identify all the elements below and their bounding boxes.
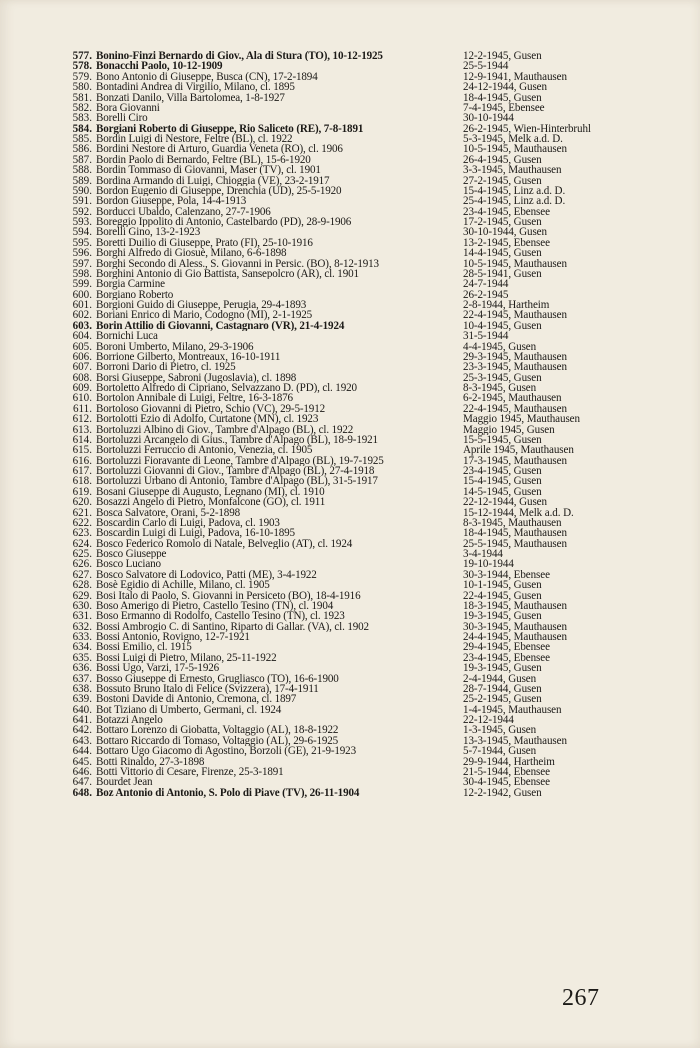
entry-death-date-place: 22-12-1944 xyxy=(463,715,514,726)
entry-person: Borroni Dario di Pietro, cl. 1925 xyxy=(96,362,236,373)
entry-person: Boscardin Luigi di Luigi, Padova, 16-10-1895 xyxy=(96,528,295,539)
list-entry xyxy=(64,269,700,279)
entry-person: Bortoluzzi Urbano di Antonio, Tambre d'Alpago (BL), 31-5-1917 xyxy=(96,476,378,487)
entry-death-date-place: 18-4-1945, Mauthausen xyxy=(463,528,567,539)
list-entry xyxy=(64,456,700,466)
entry-death-date-place: 12-9-1941, Mauthausen xyxy=(463,71,567,83)
entry-person: Bottaro Lorenzo di Giobatta, Voltaggio (AL), 18-8-1922 xyxy=(96,725,339,736)
list-entry xyxy=(64,425,700,435)
entry-number: 627. xyxy=(72,568,92,581)
entry-death-date-place: 15-4-1945, Gusen xyxy=(463,476,542,487)
list-entry xyxy=(64,736,700,746)
list-entry xyxy=(64,165,700,175)
entry-number: 577. xyxy=(72,50,92,62)
list-entry xyxy=(64,559,700,569)
entry-person: Bortoluzzi Giovanni di Giov., Tambre d'Alpago (BL), 27-4-1918 xyxy=(96,466,375,477)
entry-number: 592. xyxy=(72,205,92,218)
entry-person: Borgia Carmine xyxy=(96,279,165,290)
entry-death-date-place: 30-10-1944 xyxy=(463,113,514,124)
entry-death-date-place: 30-4-1945, Ebensee xyxy=(463,777,550,788)
list-entry xyxy=(64,435,700,445)
entry-death-date-place: 25-3-1945, Gusen xyxy=(463,372,542,383)
entry-person: Bossi Emilio, cl. 1915 xyxy=(96,642,192,653)
list-entry xyxy=(64,72,700,82)
entry-person: Bottaro Ugo Giacomo di Agostino, Borzoli (GE), 21-9-1923 xyxy=(96,746,356,757)
list-entry xyxy=(64,528,700,538)
entry-person: Bourdet Jean xyxy=(96,777,153,788)
entry-person: Bosco Luciano xyxy=(96,559,161,570)
entry-death-date-place: 24-7-1944 xyxy=(463,279,509,290)
entry-person: Bortoluzzi Fioravante di Leone, Tambre d'Alpago (BL), 19-7-1925 xyxy=(96,455,384,466)
entry-person: Bosco Federico Romolo di Natale, Belveglio (AT), cl. 1924 xyxy=(96,538,353,549)
entry-person: Bordina Armando di Luigi, Chioggia (VE), 23-2-1917 xyxy=(96,175,330,186)
entry-death-date-place: 28-5-1941, Gusen xyxy=(463,268,542,280)
entry-number: 631. xyxy=(72,610,92,623)
entry-death-date-place: 3-4-1944 xyxy=(463,549,503,560)
entry-death-date-place: 29-4-1945, Ebensee xyxy=(463,642,550,653)
entry-person: Bordin Tommaso di Giovanni, Maser (TV), cl. 1901 xyxy=(96,165,321,176)
entry-death-date-place: 15-4-1945, Linz a.d. D. xyxy=(463,185,566,197)
entry-number: 603. xyxy=(72,319,92,332)
list-entry xyxy=(64,362,700,372)
entry-death-date-place: Aprile 1945, Mauthausen xyxy=(463,445,574,456)
list-entry xyxy=(64,300,700,310)
entry-number: 643. xyxy=(72,734,92,747)
entry-person: Bossi Antonio, Rovigno, 12-7-1921 xyxy=(96,632,250,643)
entry-number: 579. xyxy=(72,70,92,83)
entry-number: 581. xyxy=(72,91,92,104)
entry-person: Boriani Enrico di Mario, Codogno (MI), 2-1-1925 xyxy=(96,310,313,321)
entry-number: 596. xyxy=(72,247,92,260)
entry-number: 647. xyxy=(72,776,92,789)
entry-death-date-place: 22-12-1944, Gusen xyxy=(463,497,547,508)
list-entry xyxy=(64,611,700,621)
list-entry xyxy=(64,207,700,217)
entry-number: 628. xyxy=(72,579,92,592)
entry-death-date-place: 22-4-1945, Mauthausen xyxy=(463,403,567,415)
page-number: 267 xyxy=(562,985,600,1011)
entry-number: 641. xyxy=(72,714,92,726)
entry-number: 602. xyxy=(72,309,92,322)
entry-number: 618. xyxy=(72,475,92,488)
list-entry xyxy=(64,632,700,642)
entry-number: 614. xyxy=(72,433,92,446)
entry-death-date-place: 17-3-1945, Mauthausen xyxy=(463,455,567,466)
entry-number: 634. xyxy=(72,641,92,654)
entry-person: Boscardin Carlo di Luigi, Padova, cl. 1903 xyxy=(96,517,280,529)
list-entry xyxy=(64,248,700,258)
entry-death-date-place: 10-5-1945, Mauthausen xyxy=(463,258,567,269)
list-entry xyxy=(64,414,700,424)
entry-number: 632. xyxy=(72,620,92,633)
entry-person: Bono Antonio di Giuseppe, Busca (CN), 17-2-1894 xyxy=(96,71,318,83)
entry-death-date-place: 8-3-1945, Mauthausen xyxy=(463,517,562,529)
list-entry xyxy=(64,777,700,787)
entry-number: 591. xyxy=(72,195,92,208)
entry-person: Bosco Giuseppe xyxy=(96,549,167,560)
entry-death-date-place: 5-7-1944, Gusen xyxy=(463,746,537,757)
entry-number: 626. xyxy=(72,558,92,571)
entry-number: 594. xyxy=(72,226,92,239)
entry-number: 589. xyxy=(72,174,92,187)
entry-person: Bordon Eugenio di Giuseppe, Drenchia (UD), 25-5-1920 xyxy=(96,185,342,197)
entry-number: 587. xyxy=(72,153,92,166)
list-entry xyxy=(64,653,700,663)
entry-number: 611. xyxy=(72,402,92,415)
entry-person: Bossi Ambrogio C. di Santino, Riparto di Gallar. (VA), cl. 1902 xyxy=(96,621,369,632)
list-entry xyxy=(64,310,700,320)
entry-death-date-place: 31-5-1944 xyxy=(463,331,509,342)
entry-death-date-place: 14-5-1945, Gusen xyxy=(463,486,542,498)
list-entry xyxy=(64,642,700,652)
entry-person: Botti Vittorio di Cesare, Firenze, 25-3-1891 xyxy=(96,766,284,778)
entry-number: 636. xyxy=(72,662,92,675)
entry-death-date-place: 5-3-1945, Melk a.d. D. xyxy=(463,134,563,145)
list-entry xyxy=(64,746,700,756)
list-entry xyxy=(64,487,700,497)
entry-person: Bossi Luigi di Pietro, Milano, 25-11-1922 xyxy=(96,652,277,664)
entry-person: Boso Ermanno di Rodolfo, Castello Tesino (TN), cl. 1923 xyxy=(96,611,345,622)
entry-death-date-place: 30-10-1944, Gusen xyxy=(463,227,547,238)
entry-person: Borelli Ciro xyxy=(96,113,148,124)
list-entry xyxy=(64,113,700,123)
list-entry xyxy=(64,124,700,134)
entry-death-date-place: 25-2-1945, Gusen xyxy=(463,694,542,705)
entry-person: Borelli Gino, 13-2-1923 xyxy=(96,227,201,238)
entry-person: Bosani Giuseppe di Augusto, Legnano (MI), cl. 1910 xyxy=(96,486,325,498)
list-entry xyxy=(64,684,700,694)
entry-person: Bortoluzzi Albino di Giov., Tambre d'Alpago (BL), cl. 1922 xyxy=(96,424,354,435)
entry-number: 635. xyxy=(72,651,92,664)
entry-number: 645. xyxy=(72,755,92,768)
entry-number: 605. xyxy=(72,340,92,353)
entry-person: Boso Amerigo di Pietro, Castello Tesino (TN), cl. 1904 xyxy=(96,600,334,612)
entry-death-date-place: 12-2-1942, Gusen xyxy=(463,787,542,798)
entry-death-date-place: 23-4-1945, Ebensee xyxy=(463,206,550,217)
entry-number: 630. xyxy=(72,599,92,612)
entry-death-date-place: 25-5-1944 xyxy=(463,61,509,72)
entry-number: 640. xyxy=(72,703,92,716)
entry-person: Bortolotti Ezio di Adolfo, Curtatone (MN), cl. 1923 xyxy=(96,414,319,425)
entry-number: 610. xyxy=(72,392,92,405)
list-entry xyxy=(64,663,700,673)
entry-death-date-place: 13-2-1945, Ebensee xyxy=(463,237,550,249)
entry-person: Bosazzi Angelo di Pietro, Monfalcone (GO), cl. 1911 xyxy=(96,497,326,508)
entry-number: 616. xyxy=(72,454,92,467)
entry-number: 593. xyxy=(72,216,92,228)
entry-death-date-place: 18-3-1945, Mauthausen xyxy=(463,600,567,612)
list-entry xyxy=(64,539,700,549)
entry-number: 639. xyxy=(72,693,92,706)
entry-person: Bonino-Finzi Bernardo di Giov., Ala di Stura (TO), 10-12-1925 xyxy=(96,51,383,62)
list-entry xyxy=(64,705,700,715)
entry-number: 582. xyxy=(72,101,92,114)
entry-number: 617. xyxy=(72,465,92,477)
entry-person: Borsi Giuseppe, Sabroni (Jugoslavia), cl. 1898 xyxy=(96,372,297,383)
entry-person: Boroni Umberto, Milano, 29-3-1906 xyxy=(96,341,254,352)
entry-person: Bostoni Davide di Antonio, Cremona, cl. 1897 xyxy=(96,694,297,705)
list-entry xyxy=(64,93,700,103)
entry-person: Bosco Salvatore di Lodovico, Patti (ME), 3-4-1922 xyxy=(96,569,317,581)
entry-person: Bortoluzzi Arcangelo di Gius., Tambre d'Alpago (BL), 18-9-1921 xyxy=(96,434,378,446)
list-entry xyxy=(64,383,700,393)
entry-death-date-place: 24-4-1945, Mauthausen xyxy=(463,632,567,643)
entry-number: 622. xyxy=(72,516,92,529)
entry-death-date-place: 12-2-1945, Gusen xyxy=(463,51,542,62)
list-entry xyxy=(64,674,700,684)
list-entry xyxy=(64,186,700,196)
list-entry xyxy=(64,342,700,352)
list-entry xyxy=(64,601,700,611)
entry-person: Borgioni Guido di Giuseppe, Perugia, 29-4-1893 xyxy=(96,300,307,311)
entry-death-date-place: 30-3-1944, Ebensee xyxy=(463,569,550,581)
entry-death-date-place: 2-4-1944, Gusen xyxy=(463,673,537,684)
entry-death-date-place: 26-4-1945, Gusen xyxy=(463,154,542,166)
list-entry xyxy=(64,331,700,341)
entry-person: Borgiani Roberto di Giuseppe, Rio Saliceto (RE), 7-8-1891 xyxy=(96,123,364,134)
entry-death-date-place: 30-3-1945, Mauthausen xyxy=(463,621,567,632)
entry-person: Bordin Luigi di Nestore, Feltre (BL), cl. 1922 xyxy=(96,134,293,145)
entry-number: 646. xyxy=(72,765,92,778)
entry-death-date-place: 7-4-1945, Ebensee xyxy=(463,102,545,114)
list-entry xyxy=(64,508,700,518)
entry-number: 608. xyxy=(72,371,92,384)
list-entry xyxy=(64,767,700,777)
list-entry xyxy=(64,155,700,165)
entry-death-date-place: 15-5-1945, Gusen xyxy=(463,434,542,446)
entry-person: Bossi Ugo, Varzi, 17-5-1926 xyxy=(96,663,220,674)
entry-number: 629. xyxy=(72,589,92,602)
entry-number: 598. xyxy=(72,267,92,280)
entry-number: 595. xyxy=(72,236,92,249)
entry-death-date-place: 10-4-1945, Gusen xyxy=(463,320,542,332)
entry-death-date-place: 22-4-1945, Gusen xyxy=(463,590,542,601)
entry-person: Bot Tiziano di Umberto, Germani, cl. 1924 xyxy=(96,704,282,715)
list-entry xyxy=(64,757,700,767)
entry-person: Borghi Alfredo di Giosuè, Milano, 6-6-1898 xyxy=(96,248,287,259)
entry-number: 642. xyxy=(72,724,92,737)
entry-number: 588. xyxy=(72,164,92,177)
entry-person: Boz Antonio di Antonio, S. Polo di Piave (TV), 26-11-1904 xyxy=(96,787,360,798)
entry-person: Bontadini Andrea di Virgilio, Milano, cl. 1895 xyxy=(96,82,295,93)
entry-number: 604. xyxy=(72,330,92,343)
entry-number: 619. xyxy=(72,485,92,498)
entry-death-date-place: 29-9-1944, Hartheim xyxy=(463,756,555,767)
entry-number: 638. xyxy=(72,682,92,695)
entry-death-date-place: 25-5-1945, Mauthausen xyxy=(463,538,567,549)
entry-death-date-place: 28-7-1944, Gusen xyxy=(463,683,542,695)
entry-number: 585. xyxy=(72,133,92,145)
entry-death-date-place: 23-4-1945, Ebensee xyxy=(463,652,550,664)
entry-death-date-place: 17-2-1945, Gusen xyxy=(463,217,542,228)
entry-number: 586. xyxy=(72,143,92,156)
entry-death-date-place: 27-2-1945, Gusen xyxy=(463,175,542,186)
list-entry xyxy=(64,279,700,289)
list-entry xyxy=(64,238,700,248)
entry-person: Bordini Nestore di Arturo, Guardia Veneta (RO), cl. 1906 xyxy=(96,144,343,155)
entry-person: Boreggio Ippolito di Antonio, Castelbardo (PD), 28-9-1906 xyxy=(96,217,352,228)
deportee-list xyxy=(64,51,700,798)
entry-person: Boretti Duilio di Giuseppe, Prato (FI), 25-10-1916 xyxy=(96,237,313,249)
entry-number: 612. xyxy=(72,413,92,426)
entry-death-date-place: 21-5-1944, Ebensee xyxy=(463,766,550,778)
entry-death-date-place: 3-3-1945, Mauthausen xyxy=(463,165,562,176)
entry-death-date-place: 13-3-1945, Mauthausen xyxy=(463,735,567,747)
entry-person: Bortoletto Alfredo di Cipriano, Selvazzano D. (PD), cl. 1920 xyxy=(96,383,357,394)
entry-number: 580. xyxy=(72,81,92,94)
entry-number: 607. xyxy=(72,361,92,374)
list-entry xyxy=(64,227,700,237)
entry-number: 590. xyxy=(72,184,92,197)
list-entry xyxy=(64,196,700,206)
entry-number: 613. xyxy=(72,423,92,436)
entry-number: 609. xyxy=(72,382,92,394)
entry-number: 620. xyxy=(72,496,92,509)
list-entry xyxy=(64,51,700,61)
list-entry xyxy=(64,393,700,403)
list-entry xyxy=(64,61,700,71)
entry-person: Borghi Secondo di Aless., S. Giovanni in Persic. (BO), 8-12-1913 xyxy=(96,258,379,269)
list-entry xyxy=(64,580,700,590)
entry-number: 624. xyxy=(72,537,92,550)
entry-person: Bornichi Luca xyxy=(96,331,158,342)
list-entry xyxy=(64,466,700,476)
entry-number: 644. xyxy=(72,745,92,758)
entry-death-date-place: 26-2-1945 xyxy=(463,289,509,300)
list-entry xyxy=(64,715,700,725)
entry-person: Borducci Ubaldo, Calenzano, 27-7-1906 xyxy=(96,206,271,217)
list-entry xyxy=(64,404,700,414)
entry-person: Borin Attilio di Giovanni, Castagnaro (VR), 21-4-1924 xyxy=(96,320,345,332)
entry-death-date-place: 24-12-1944, Gusen xyxy=(463,82,547,93)
list-entry xyxy=(64,622,700,632)
entry-death-date-place: 19-3-1945, Gusen xyxy=(463,663,542,674)
entry-death-date-place: 8-3-1945, Gusen xyxy=(463,383,537,394)
entry-number: 648. xyxy=(72,786,92,799)
entry-number: 606. xyxy=(72,350,92,363)
list-entry xyxy=(64,103,700,113)
entry-person: Bortolon Annibale di Luigi, Feltre, 16-3-1876 xyxy=(96,393,293,404)
entry-number: 633. xyxy=(72,631,92,643)
entry-death-date-place: 10-5-1945, Mauthausen xyxy=(463,144,567,155)
entry-person: Bordin Paolo di Bernardo, Feltre (BL), 15-6-1920 xyxy=(96,154,311,166)
list-entry xyxy=(64,82,700,92)
entry-death-date-place: 23-3-1945, Mauthausen xyxy=(463,362,567,373)
entry-death-date-place: 6-2-1945, Mauthausen xyxy=(463,393,562,404)
entry-number: 599. xyxy=(72,278,92,291)
entry-number: 600. xyxy=(72,288,92,301)
list-entry xyxy=(64,176,700,186)
entry-number: 621. xyxy=(72,506,92,519)
entry-number: 623. xyxy=(72,527,92,540)
entry-person: Borgiano Roberto xyxy=(96,289,174,300)
list-entry xyxy=(64,518,700,528)
list-entry xyxy=(64,725,700,735)
entry-person: Bosi Italo di Paolo, S. Giovanni in Persiceto (BO), 18-4-1916 xyxy=(96,590,361,601)
entry-number: 597. xyxy=(72,257,92,270)
entry-number: 584. xyxy=(72,122,92,135)
entry-person: Bosso Giuseppe di Ernesto, Grugliasco (TO), 16-6-1900 xyxy=(96,673,339,684)
entry-person: Bonacchi Paolo, 10-12-1909 xyxy=(96,61,223,72)
list-entry xyxy=(64,497,700,507)
list-entry xyxy=(64,591,700,601)
list-entry xyxy=(64,373,700,383)
entry-person: Bora Giovanni xyxy=(96,102,160,114)
list-entry xyxy=(64,144,700,154)
entry-person: Botti Rinaldo, 27-3-1898 xyxy=(96,756,205,767)
entry-death-date-place: 1-3-1945, Gusen xyxy=(463,725,537,736)
entry-death-date-place: 15-12-1944, Melk a.d. D. xyxy=(463,507,574,518)
entry-death-date-place: 25-4-1945, Linz a.d. D. xyxy=(463,196,566,207)
entry-number: 615. xyxy=(72,444,92,457)
entry-number: 625. xyxy=(72,548,92,560)
entry-number: 578. xyxy=(72,60,92,73)
entry-person: Bordon Giuseppe, Pola, 14-4-1913 xyxy=(96,196,247,207)
entry-person: Bortoloso Giovanni di Pietro, Schio (VC), 29-5-1912 xyxy=(96,403,326,415)
entry-death-date-place: 1-4-1945, Mauthausen xyxy=(463,704,562,715)
entry-person: Bosca Salvatore, Orani, 5-2-1898 xyxy=(96,507,241,518)
list-entry xyxy=(64,694,700,704)
list-entry xyxy=(64,259,700,269)
list-entry xyxy=(64,290,700,300)
entry-death-date-place: 4-4-1945, Gusen xyxy=(463,341,537,352)
entry-person: Bosè Egidio di Achille, Milano, cl. 1905 xyxy=(96,580,270,591)
list-entry xyxy=(64,549,700,559)
entry-death-date-place: Maggio 1945, Mauthausen xyxy=(463,414,580,425)
entry-death-date-place: 2-8-1944, Hartheim xyxy=(463,300,550,311)
list-entry xyxy=(64,445,700,455)
entry-person: Bottaro Riccardo di Tomaso, Voltaggio (AL), 29-6-1925 xyxy=(96,735,339,747)
entry-death-date-place: 19-3-1945, Gusen xyxy=(463,611,542,622)
list-entry xyxy=(64,217,700,227)
entry-death-date-place: 29-3-1945, Mauthausen xyxy=(463,351,567,363)
list-entry xyxy=(64,321,700,331)
entry-death-date-place: 22-4-1945, Mauthausen xyxy=(463,310,567,321)
entry-death-date-place: 26-2-1945, Wien-Hinterbruhl xyxy=(463,123,591,134)
list-entry xyxy=(64,570,700,580)
entry-person: Bonzati Danilo, Villa Bartolomea, 1-8-1927 xyxy=(96,92,285,103)
entry-person: Bossuto Bruno Italo di Felice (Svizzera), 17-4-1911 xyxy=(96,683,319,695)
entry-death-date-place: 23-4-1945, Gusen xyxy=(463,466,542,477)
list-entry xyxy=(64,352,700,362)
list-entry xyxy=(64,476,700,486)
entry-death-date-place: 10-1-1945, Gusen xyxy=(463,580,542,591)
entry-death-date-place: 19-10-1944 xyxy=(463,559,514,570)
list-entry xyxy=(64,134,700,144)
entry-person: Bortoluzzi Ferruccio di Antonio, Venezia, cl. 1905 xyxy=(96,445,313,456)
entry-death-date-place: Maggio 1945, Gusen xyxy=(463,424,555,435)
entry-number: 601. xyxy=(72,299,92,311)
entry-number: 637. xyxy=(72,672,92,685)
entry-death-date-place: 18-4-1945, Gusen xyxy=(463,92,542,103)
entry-death-date-place: 14-4-1945, Gusen xyxy=(463,248,542,259)
entry-person: Borghini Antonio di Gio Battista, Sansepolcro (AR), cl. 1901 xyxy=(96,268,359,280)
list-entry xyxy=(64,788,700,798)
entry-number: 583. xyxy=(72,112,92,125)
entry-person: Borrione Gilberto, Montreaux, 16-10-1911 xyxy=(96,351,281,363)
entry-person: Botazzi Angelo xyxy=(96,715,163,726)
